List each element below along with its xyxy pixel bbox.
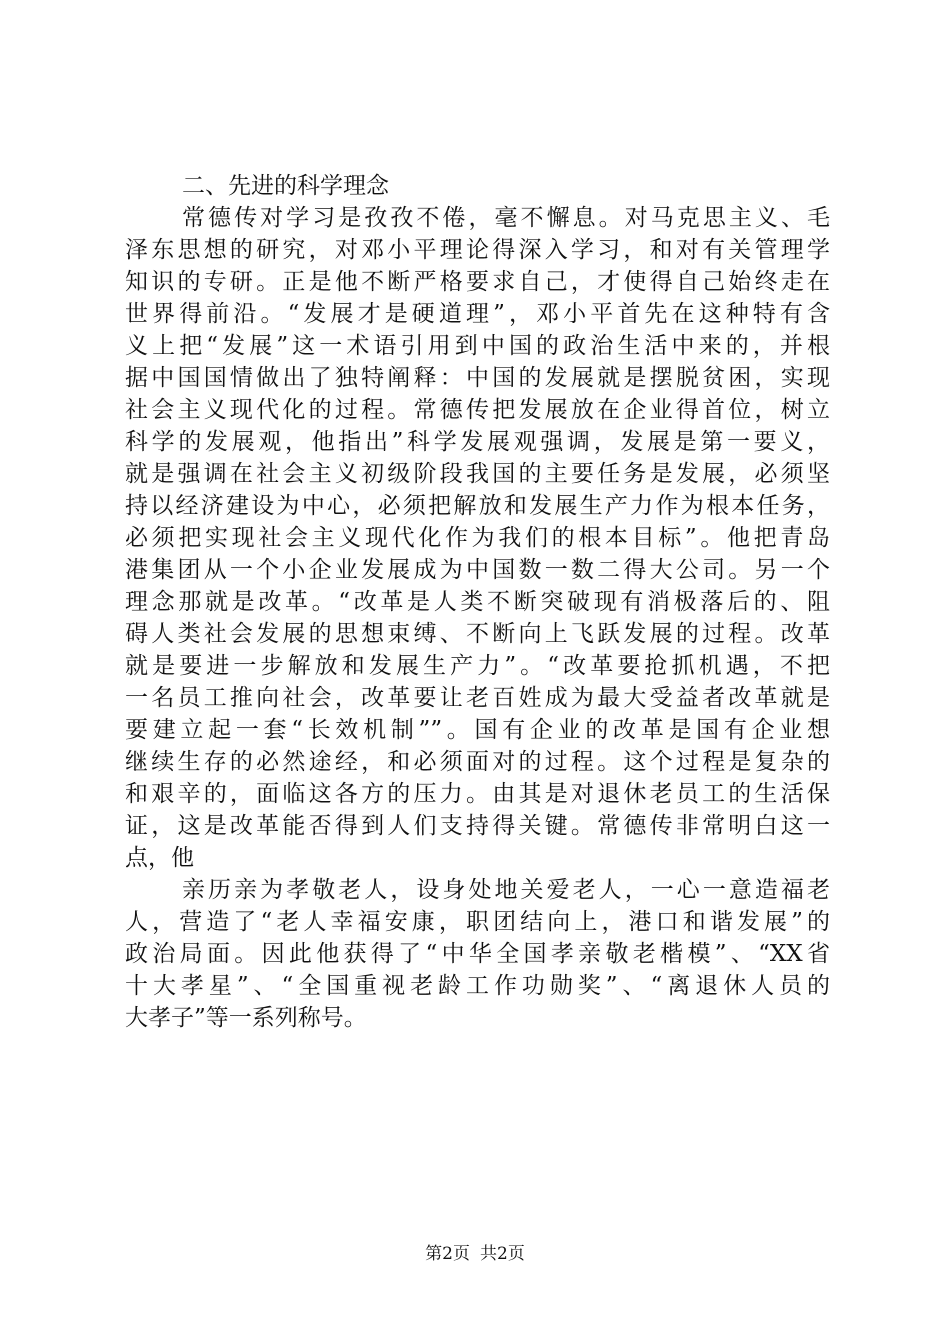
paragraph-line: 要建立起一套“长效机制””。国有企业的改革是国有企业想: [125, 717, 830, 743]
section-heading: 二、先进的科学理念: [182, 173, 389, 199]
paragraph-2: [125, 874, 830, 1034]
paragraph-line: 大孝子”等一系列称号。: [125, 1005, 367, 1031]
paragraph-line: 一名员工推向社会，改革要让老百姓成为最大受益者改革就是: [125, 685, 830, 711]
paragraph-line: 和艰辛的，面临这各方的压力。由其是对退休老员工的生活保: [125, 781, 830, 807]
paragraph-line: 理念那就是改革。“改革是人类不断突破现有消极落后的、阻: [125, 589, 830, 615]
paragraph-line: 常德传对学习是孜孜不倦，毫不懈息。对马克思主义、毛: [182, 205, 830, 231]
paragraph-line: 继续生存的必然途经，和必须面对的过程。这个过程是复杂的: [125, 749, 830, 775]
paragraph-line: 港集团从一个小企业发展成为中国数一数二得大公司。另一个: [125, 557, 830, 583]
paragraph-line: 十大孝星”、“全国重视老龄工作功勋奖”、“离退休人员的: [125, 973, 830, 999]
page-number-total: 共2页: [480, 1244, 525, 1264]
paragraph-line: 义上把“发展”这一术语引用到中国的政治生活中来的，并根: [125, 333, 830, 359]
paragraph-line: 人，营造了“老人幸福安康，职团结向上，港口和谐发展”的: [125, 909, 830, 935]
paragraph-line: 世界得前沿。“发展才是硬道理”，邓小平首先在这种特有含: [125, 301, 830, 327]
paragraph-line: 持以经济建设为中心，必须把解放和发展生产力作为根本任务，: [125, 493, 830, 519]
paragraph-line: 知识的专研。正是他不断严格要求自己，才使得自己始终走在: [125, 269, 830, 295]
paragraph-line: 就是要进一步解放和发展生产力”。“改革要抢抓机遇，不把: [125, 653, 830, 679]
paragraph-line: 碍人类社会发展的思想束缚、不断向上飞跃发展的过程。改革: [125, 621, 830, 647]
paragraph-line: 必须把实现社会主义现代化作为我们的根本目标”。他把青岛: [125, 525, 830, 551]
paragraph-line: 亲历亲为孝敬老人，设身处地关爱老人，一心一意造福老: [182, 877, 830, 903]
paragraph-line: 社会主义现代化的过程。常德传把发展放在企业得首位，树立: [125, 397, 830, 423]
paragraph-line: 点，他: [125, 845, 194, 871]
page-number-current: 第2页: [425, 1244, 470, 1264]
page-footer: [0, 1243, 950, 1265]
paragraph-line: 据中国国情做出了独特阐释：中国的发展就是摆脱贫困，实现: [125, 365, 830, 391]
paragraph-line: 就是强调在社会主义初级阶段我国的主要任务是发展，必须坚: [125, 461, 830, 487]
paragraph-line: 泽东思想的研究，对邓小平理论得深入学习，和对有关管理学: [125, 237, 830, 263]
paragraph-line: 科学的发展观，他指出”科学发展观强调，发展是第一要义，: [125, 429, 830, 455]
paragraph-line: 政治局面。因此他获得了“中华全国孝亲敬老楷模”、“XX省: [125, 941, 830, 967]
document-body: [125, 170, 830, 1034]
paragraph-line: 证，这是改革能否得到人们支持得关键。常德传非常明白这一: [125, 813, 830, 839]
paragraph-1: [125, 202, 830, 874]
